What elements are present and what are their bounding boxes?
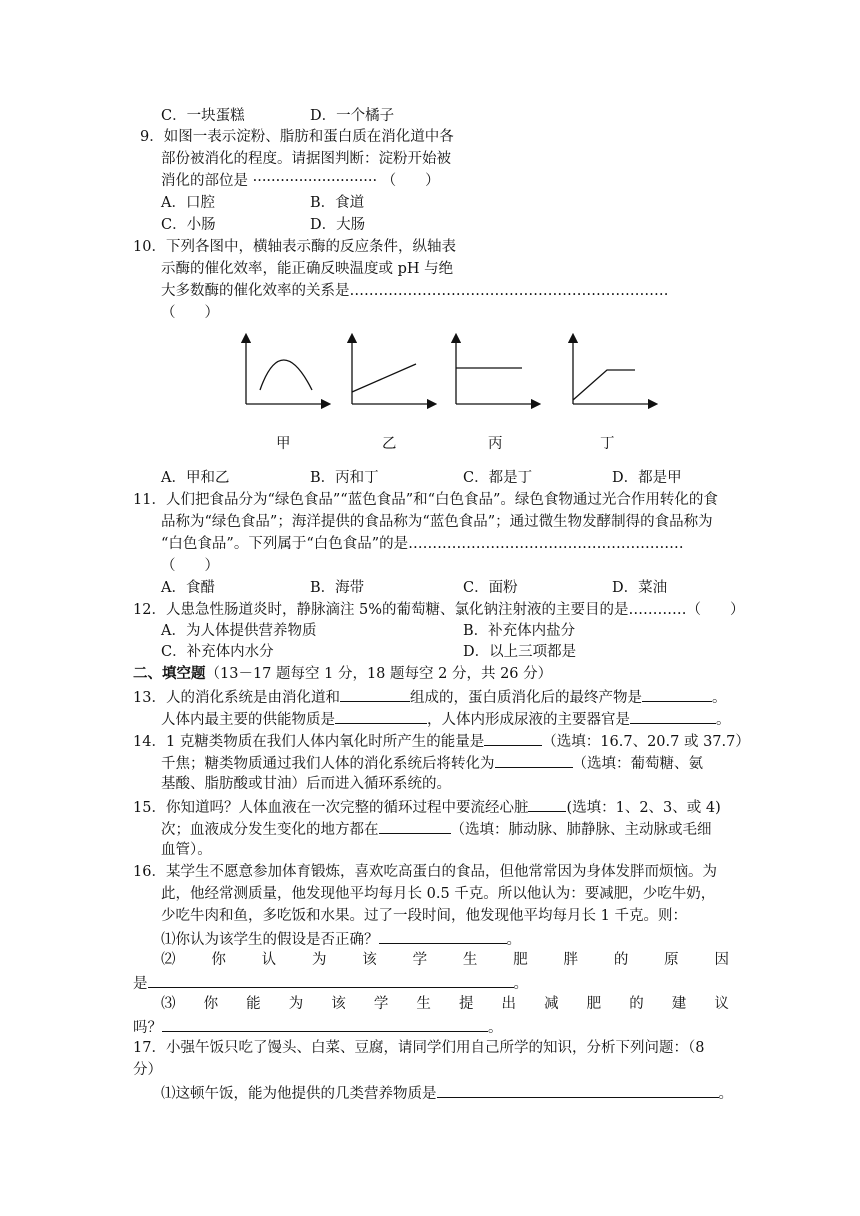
q10-option-b: B．丙和丁: [310, 470, 379, 486]
q16-sub-3-cont: [133, 1016, 503, 1038]
q17-line-1: 17．小强午饭只吃了馒头、白菜、豆腐，请同学们用自己所学的知识，分析下列问题：（8: [133, 1040, 705, 1056]
q11-paren: （ ）: [161, 558, 219, 574]
q16-s2-char: 的: [613, 952, 629, 968]
q16-s3-char: 肥: [586, 996, 602, 1012]
q11-option-c: C．面粉: [463, 580, 518, 596]
q14-text-b: （选填：16.7、20.7 或 37.7）: [542, 734, 750, 750]
q12-option-b: B．补充体内盐分: [463, 623, 576, 639]
q14-line-2: [161, 752, 703, 774]
section-2-note: （13－17 题每空 1 分，18 题每空 2 分，共 26 分）: [205, 666, 553, 682]
graph-jia: [236, 332, 332, 412]
q13-text-e: ，人体内形成尿液的主要器官是: [427, 712, 630, 728]
q14-text-d: （选填：葡萄糖、氨: [572, 756, 703, 772]
q16-sub-2-line: [161, 950, 729, 970]
q16-s3-end: 。: [488, 1020, 503, 1036]
q13-blank-1[interactable]: [340, 686, 410, 702]
q11-option-a: A．食醋: [161, 580, 215, 596]
q16-s3-char: 提: [458, 996, 474, 1012]
q12-line-1: 12．人患急性肠道炎时，静脉滴注 5%的葡萄糖、氯化钠注射液的主要目的是…………（ ）: [133, 602, 745, 618]
q11-option-d: D．菜油: [612, 580, 668, 596]
q17-line-2: 分）: [133, 1062, 162, 1078]
q16-line-2: 此，他经常测质量，他发现他平均每月长 0.5 千克。所以他认为：要减肥，少吃牛奶，: [161, 886, 716, 902]
q17-sub-1-text: ⑴这顿午饭，能为他提供的几类营养物质是: [161, 1086, 437, 1102]
q13-text-c: 。: [711, 690, 727, 706]
q16-s3-char: 你: [203, 996, 219, 1012]
q16-s2-char: 因: [714, 952, 729, 968]
q13-blank-4[interactable]: [630, 708, 716, 724]
q16-s2-char: 生: [462, 952, 478, 968]
graph-ding: [563, 332, 659, 412]
q15-text-a: 15．你知道吗？人体血液在一次完整的循环过程中要流经心脏: [133, 800, 529, 816]
q15-text-d: （选填：肺动脉、肺静脉、主动脉或毛细: [450, 822, 712, 838]
q10-option-a: A．甲和乙: [161, 470, 230, 486]
q16-s3-char: 议: [714, 996, 729, 1012]
q16-s3-char: 出: [501, 996, 516, 1012]
q16-s2-char: 学: [412, 952, 428, 968]
q10-line-1: 10．下列各图中，横轴表示酶的反应条件，纵轴表: [133, 239, 456, 255]
q16-s2-end: 。: [513, 976, 528, 992]
q14-text-c: 千焦；糖类物质通过我们人体的消化系统后将转化为: [161, 756, 495, 772]
q16-s2-char: 肥: [513, 952, 528, 968]
q16-s3-char: ⑶: [161, 996, 176, 1012]
graph-bing: [446, 332, 542, 412]
q8-option-c: C．一块蛋糕: [161, 108, 245, 124]
q12-option-a: A．为人体提供营养物质: [161, 623, 317, 639]
q16-s3-char: 学: [373, 996, 389, 1012]
q13-text-f: 。: [716, 712, 731, 728]
q16-s3-char: 生: [416, 996, 431, 1012]
q16-s2-char: 认: [261, 952, 277, 968]
q16-s2-char: 原: [664, 952, 679, 968]
q13-text-a: 13．人的消化系统是由消化道和: [133, 690, 340, 706]
q14-blank-2[interactable]: [495, 752, 573, 768]
q15-text-b: (选填：1、2、3、或 4): [566, 800, 721, 816]
q9-line-2: 部份被消化的程度。请据图判断：淀粉开始被: [161, 151, 451, 167]
q16-sub-1-end: 。: [506, 932, 521, 948]
q15-line-1: [133, 796, 721, 818]
q16-s2-char: 该: [362, 952, 377, 968]
q12-option-d: D．以上三项都是: [463, 644, 577, 660]
q16-blank-2[interactable]: [148, 972, 514, 988]
q16-s3-char: 的: [629, 996, 644, 1012]
q10-paren: （ ）: [161, 305, 219, 321]
q13-line-2: [161, 708, 731, 730]
q15-blank-1[interactable]: [528, 796, 566, 812]
q16-line-1: 16．某学生不愿意参加体育锻炼，喜欢吃高蛋白的食品，但他常常因为身体发胖而烦恼。为: [133, 864, 717, 880]
q13-blank-3[interactable]: [335, 708, 427, 724]
q10-line-3: 大多数酶的催化效率的关系是…………………………………………………………: [161, 283, 669, 299]
q13-text-d: 人体内最主要的供能物质是: [161, 712, 335, 728]
q16-s2-char: 为: [311, 952, 327, 968]
q13-line-1: [133, 686, 726, 708]
section-2-heading: [133, 664, 552, 684]
q16-s3-char: 减: [544, 996, 559, 1012]
q10-option-c: C．都是丁: [463, 470, 533, 486]
q11-line-1: 11．人们把食品分为“绿色食品”“蓝色食品”和“白色食品”。绿色食物通过光合作用转化的食: [133, 492, 718, 508]
graph-label-ding: 丁: [600, 436, 615, 452]
q14-blank-1[interactable]: [484, 730, 542, 746]
q15-blank-2[interactable]: [379, 818, 451, 834]
q10-option-d: D．都是甲: [612, 470, 682, 486]
q17-blank-1[interactable]: [437, 1082, 719, 1098]
q11-line-2: 品称为“绿色食品”；海洋提供的食品称为“蓝色食品”；通过微生物发酵制得的食品称为: [161, 514, 713, 530]
q16-s3-text: 吗？: [133, 1020, 162, 1036]
line-rise-plateau: [573, 370, 635, 400]
q16-sub-1-text: ⑴你认为该学生的假设是否正确？: [161, 932, 379, 948]
q16-s3-char: 该: [331, 996, 346, 1012]
q9-option-c: C．小肠: [161, 217, 216, 233]
q15-line-2: [161, 818, 712, 840]
q12-option-c: C．补充体内水分: [161, 644, 274, 660]
q10-line-2: 示酶的催化效率，能正确反映温度或 pH 与绝: [161, 261, 454, 277]
q16-sub-2-cont: [133, 972, 528, 994]
q14-line-3: 基酸、脂肪酸或甘油）后而进入循环系统的。: [161, 776, 451, 792]
q17-sub-1: [161, 1082, 733, 1104]
curve-bell: [260, 360, 312, 390]
section-2-title: 二、填空题: [133, 665, 206, 682]
q16-s3-char: 建: [671, 996, 687, 1012]
q16-s2-char: 你: [211, 952, 226, 968]
line-rising: [352, 364, 416, 392]
q16-blank-3[interactable]: [162, 1016, 488, 1032]
graph-label-jia: 甲: [276, 436, 291, 452]
q17-sub-1-end: 。: [718, 1086, 733, 1102]
q11-option-b: B．海带: [310, 580, 365, 596]
q16-s3-char: 能: [246, 996, 261, 1012]
q16-s3-char: 为: [288, 996, 304, 1012]
q15-line-3: 血管）。: [161, 842, 212, 858]
graph-label-yi: 乙: [382, 436, 397, 452]
graph-label-bing: 丙: [488, 436, 503, 452]
graph-yi: [342, 332, 438, 412]
q9-option-d: D．大肠: [310, 217, 366, 233]
q11-line-3: “白色食品”。下列属于“白色食品”的是…………………………………………………: [161, 536, 684, 552]
q15-text-c: 次；血液成分发生变化的地方都在: [161, 822, 379, 838]
q13-text-b: 组成的，蛋白质消化后的最终产物是: [409, 690, 642, 706]
q14-line-1: [133, 730, 750, 752]
q13-blank-2[interactable]: [642, 686, 712, 702]
q9-line-3: 消化的部位是 ··························· （ ）: [161, 173, 440, 189]
q16-s2-char: ⑵: [161, 952, 176, 968]
q9-option-b: B．食道: [310, 195, 365, 211]
q16-s2-char: 胖: [563, 952, 578, 968]
q8-option-d: D．一个橘子: [310, 108, 395, 124]
q9-option-a: A．口腔: [161, 195, 215, 211]
q16-blank-1[interactable]: [379, 928, 507, 944]
q16-s2-text: 是: [133, 976, 148, 992]
q9-line-1: 9．如图一表示淀粉、脂肪和蛋白质在消化道中各: [140, 129, 454, 145]
q16-sub-1: [161, 928, 521, 950]
q14-text-a: 14．1 克糖类物质在我们人体内氧化时所产生的能量是: [133, 734, 485, 750]
q16-line-3: 少吃牛肉和鱼，多吃饭和水果。过了一段时间，他发现他平均每月长 1 千克。则：: [161, 908, 687, 924]
q16-sub-3-line: [161, 994, 729, 1014]
